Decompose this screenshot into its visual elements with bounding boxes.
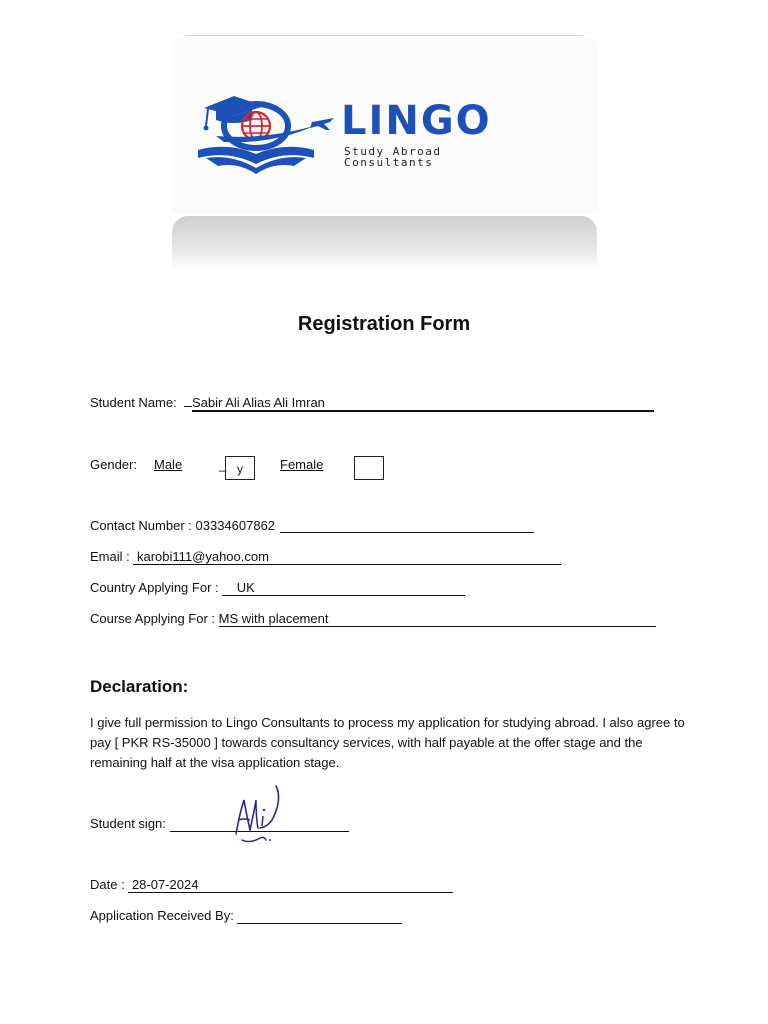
- date-field[interactable]: [128, 877, 453, 893]
- received-row: [90, 907, 402, 925]
- country-row: [90, 579, 465, 597]
- top-rule: [186, 35, 583, 36]
- course-row: [90, 610, 656, 628]
- logo-subtitle-line2: Consultants: [344, 156, 434, 169]
- declaration-text: I give full permission to Lingo Consultants to process my application for studying abroad. I also agree to pay [ PKR RS-35000 ] towards consultancy services, with half payable at the offer stage and the remaining half at the visa application stage.: [90, 715, 685, 770]
- lingo-logo-icon: [194, 94, 336, 176]
- gender-female-checkbox[interactable]: [354, 456, 384, 480]
- course-value: MS with placement: [218, 611, 329, 626]
- contact-value: 03334607862: [195, 518, 276, 533]
- date-label: Date :: [90, 877, 125, 892]
- email-label: Email :: [90, 549, 130, 564]
- contact-field[interactable]: [196, 518, 534, 533]
- gender-male-underline: _: [219, 457, 227, 472]
- email-row: [90, 548, 561, 566]
- signature-image: [230, 782, 286, 848]
- date-row: [90, 876, 453, 894]
- logo-subtitle-line1: Study Abroad: [344, 145, 442, 158]
- student-name-value: Sabir Ali Alias Ali Imran: [191, 395, 325, 410]
- received-field[interactable]: [237, 908, 402, 924]
- student-sign-row: [90, 815, 349, 833]
- email-value: karobi111@yahoo.com: [136, 549, 269, 564]
- student-name-row: [90, 394, 654, 412]
- course-label: Course Applying For :: [90, 611, 216, 626]
- gender-label: Gender:: [90, 457, 137, 472]
- student-name-label: Student Name:: [90, 395, 177, 410]
- contact-label: Contact Number :: [90, 518, 192, 533]
- received-label: Application Received By:: [90, 908, 234, 923]
- student-name-field[interactable]: [192, 395, 654, 412]
- logo-subtitle: [344, 146, 441, 168]
- country-label: Country Applying For :: [90, 580, 219, 595]
- country-value: UK: [236, 580, 255, 595]
- gender-male-label: Male: [154, 457, 183, 472]
- date-value: 28-07-2024: [131, 877, 199, 892]
- country-field[interactable]: [222, 580, 465, 596]
- student-sign-label: Student sign:: [90, 816, 166, 831]
- header-band: [172, 216, 597, 268]
- contact-row: [90, 517, 534, 535]
- form-title: Registration Form: [297, 313, 471, 335]
- email-field[interactable]: [133, 549, 561, 565]
- course-field[interactable]: [219, 611, 656, 627]
- gender-female-label: Female: [280, 457, 324, 472]
- gender-row: [90, 456, 137, 474]
- declaration-heading: Declaration:: [90, 677, 189, 696]
- logo-brand-text: LINGO: [341, 98, 492, 144]
- gender-male-checkbox[interactable]: y: [225, 456, 255, 480]
